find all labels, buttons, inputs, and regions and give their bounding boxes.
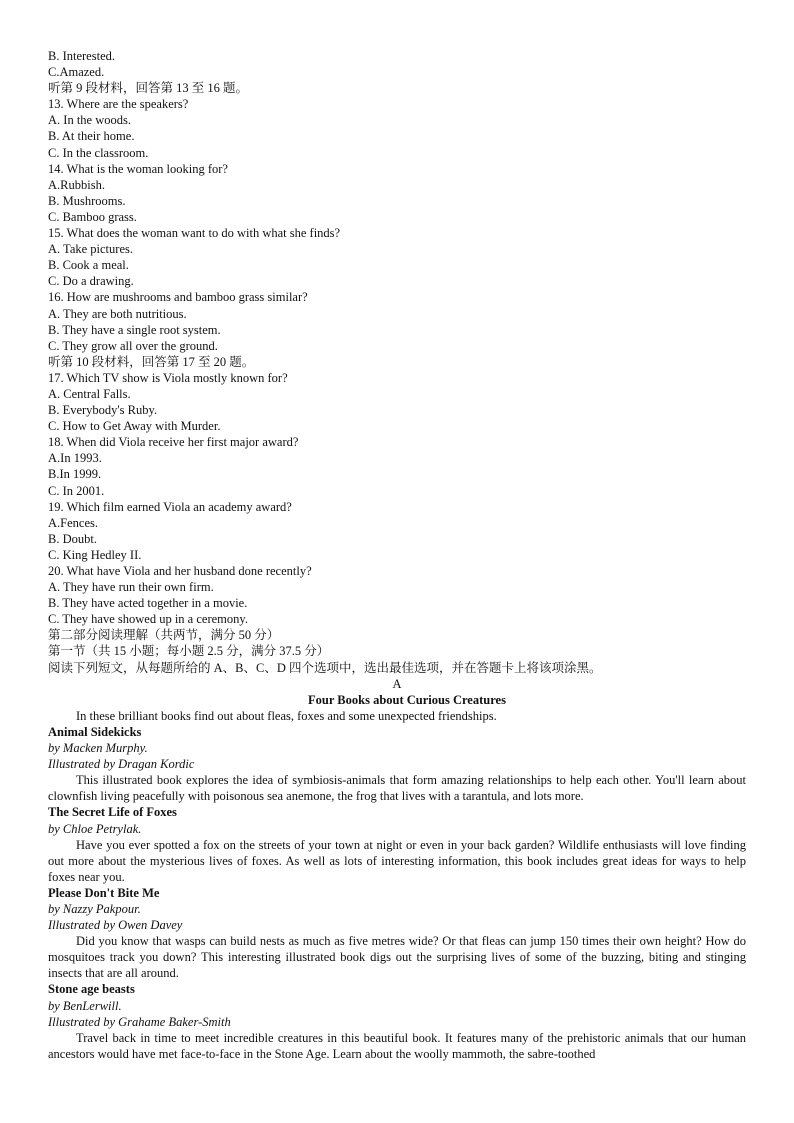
book-author: by Macken Murphy. [48, 741, 148, 756]
reading-instructions: 阅读下列短文，从每题所给的 A、B、C、D 四个选项中，选出最佳选项，并在答题卡上将该项涂黑。 [48, 660, 602, 675]
book-author: by Chloe Petrylak. [48, 821, 142, 836]
book-description: This illustrated book explores the idea of symbiosis-animals that form amazing relationships to help each other. You'll learn about clownfish living peacefully with poisonous sea anemone, the frog that lives with a tarantula, and lots more. [48, 773, 746, 804]
book-author: by Nazzy Pakpour. [48, 901, 141, 916]
option-c: C. Do a drawing. [48, 274, 134, 289]
book-description: Travel back in time to meet incredible creatures in this beautiful book. It features many of the prehistoric animals that our human ancestors would have met face-to-face in the Stone Age. Learn about the woolly mammoth, the sabre-toothed [48, 1030, 746, 1061]
option-c: C. They grow all over the ground. [48, 338, 218, 353]
option-a: A.Rubbish. [48, 177, 105, 192]
book-description: Did you know that wasps can build nests as much as five metres wide? Or that fleas can jump 150 times their own height? How do mosquitoes track you down? This interesting illustrated book digs out the surprising lives of some of the buzzing, biting and stinging insects that are all around. [48, 934, 746, 981]
option-c: C. In 2001. [48, 483, 105, 498]
option-b: B. They have acted together in a movie. [48, 596, 248, 611]
option-c: C. How to Get Away with Murder. [48, 419, 221, 434]
question-13 [48, 96, 746, 160]
option-b: B.In 1999. [48, 467, 102, 482]
option-b: B. Cook a meal. [48, 258, 129, 273]
book-title: Animal Sidekicks [48, 724, 142, 739]
option-a: A.In 1993. [48, 451, 102, 466]
book-animal-sidekicks [48, 724, 746, 804]
question-stem: 16. How are mushrooms and bamboo grass similar? [48, 290, 308, 305]
section-10-instruction: 听第 10 段材料，回答第 17 至 20 题。 [48, 354, 255, 369]
question-stem: 15. What does the woman want to do with what she finds? [48, 226, 341, 241]
option-b: B. Everybody's Ruby. [48, 403, 158, 418]
question-16 [48, 289, 746, 353]
option-a: A. They are both nutritious. [48, 306, 187, 321]
question-14 [48, 161, 746, 225]
question-stem: 17. Which TV show is Viola mostly known for? [48, 370, 288, 385]
passage-intro: In these brilliant books find out about fleas, foxes and some unexpected friendships. [76, 708, 497, 723]
option-b: B. Doubt. [48, 531, 97, 546]
option-a: A. In the woods. [48, 113, 131, 128]
option-a: A. They have run their own firm. [48, 580, 214, 595]
part-two-title: 第二部分阅读理解（共两节，满分 50 分） [48, 628, 280, 643]
question-15 [48, 225, 746, 289]
option-c: C. King Hedley II. [48, 547, 142, 562]
book-title: Stone age beasts [48, 982, 135, 997]
book-title: The Secret Life of Foxes [48, 805, 177, 820]
question-stem: 14. What is the woman looking for? [48, 161, 228, 176]
option-a: A. Take pictures. [48, 242, 133, 257]
question-17 [48, 370, 746, 434]
book-stone-age-beasts [48, 981, 746, 1061]
question-12-options [48, 48, 746, 80]
book-title: Please Don't Bite Me [48, 885, 160, 900]
option-b: B. They have a single root system. [48, 322, 221, 337]
option-b: B. Interested. [48, 49, 115, 63]
section-9-instruction: 听第 9 段材料，回答第 13 至 16 题。 [48, 81, 249, 96]
exam-page [48, 48, 746, 1062]
option-a: A.Fences. [48, 515, 98, 530]
book-description: Have you ever spotted a fox on the streets of your town at night or even in your back garden? Wildlife enthusiasts will love finding out more about the mysterious lives of foxes. As well as lots of interesting information, this book includes great ideas for ways to help foxes near you. [48, 837, 746, 884]
option-c: C. In the classroom. [48, 145, 149, 160]
question-19 [48, 499, 746, 563]
book-illustrator: Illustrated by Grahame Baker-Smith [48, 1014, 231, 1029]
question-18 [48, 434, 746, 498]
book-author: by BenLerwill. [48, 998, 122, 1013]
option-c: C. Bamboo grass. [48, 209, 137, 224]
book-illustrator: Illustrated by Owen Davey [48, 918, 183, 933]
question-stem: 20. What have Viola and her husband done recently? [48, 564, 312, 578]
question-stem: 18. When did Viola receive her first major award? [48, 435, 299, 450]
question-20 [48, 563, 746, 627]
option-a: A. Central Falls. [48, 386, 131, 401]
book-secret-life-of-foxes [48, 804, 746, 884]
passage-label: A [392, 676, 402, 691]
book-please-dont-bite-me [48, 885, 746, 982]
passage-title: Four Books about Curious Creatures [308, 692, 506, 707]
option-c: C.Amazed. [48, 65, 105, 80]
option-b: B. Mushrooms. [48, 193, 126, 208]
question-stem: 19. Which film earned Viola an academy award? [48, 499, 292, 514]
book-illustrator: Illustrated by Dragan Kordic [48, 757, 195, 772]
option-c: C. They have showed up in a ceremony. [48, 612, 248, 627]
option-b: B. At their home. [48, 129, 135, 144]
section-one-title: 第一节（共 15 小题；每小题 2.5 分，满分 37.5 分） [48, 644, 330, 659]
question-stem: 13. Where are the speakers? [48, 97, 189, 112]
